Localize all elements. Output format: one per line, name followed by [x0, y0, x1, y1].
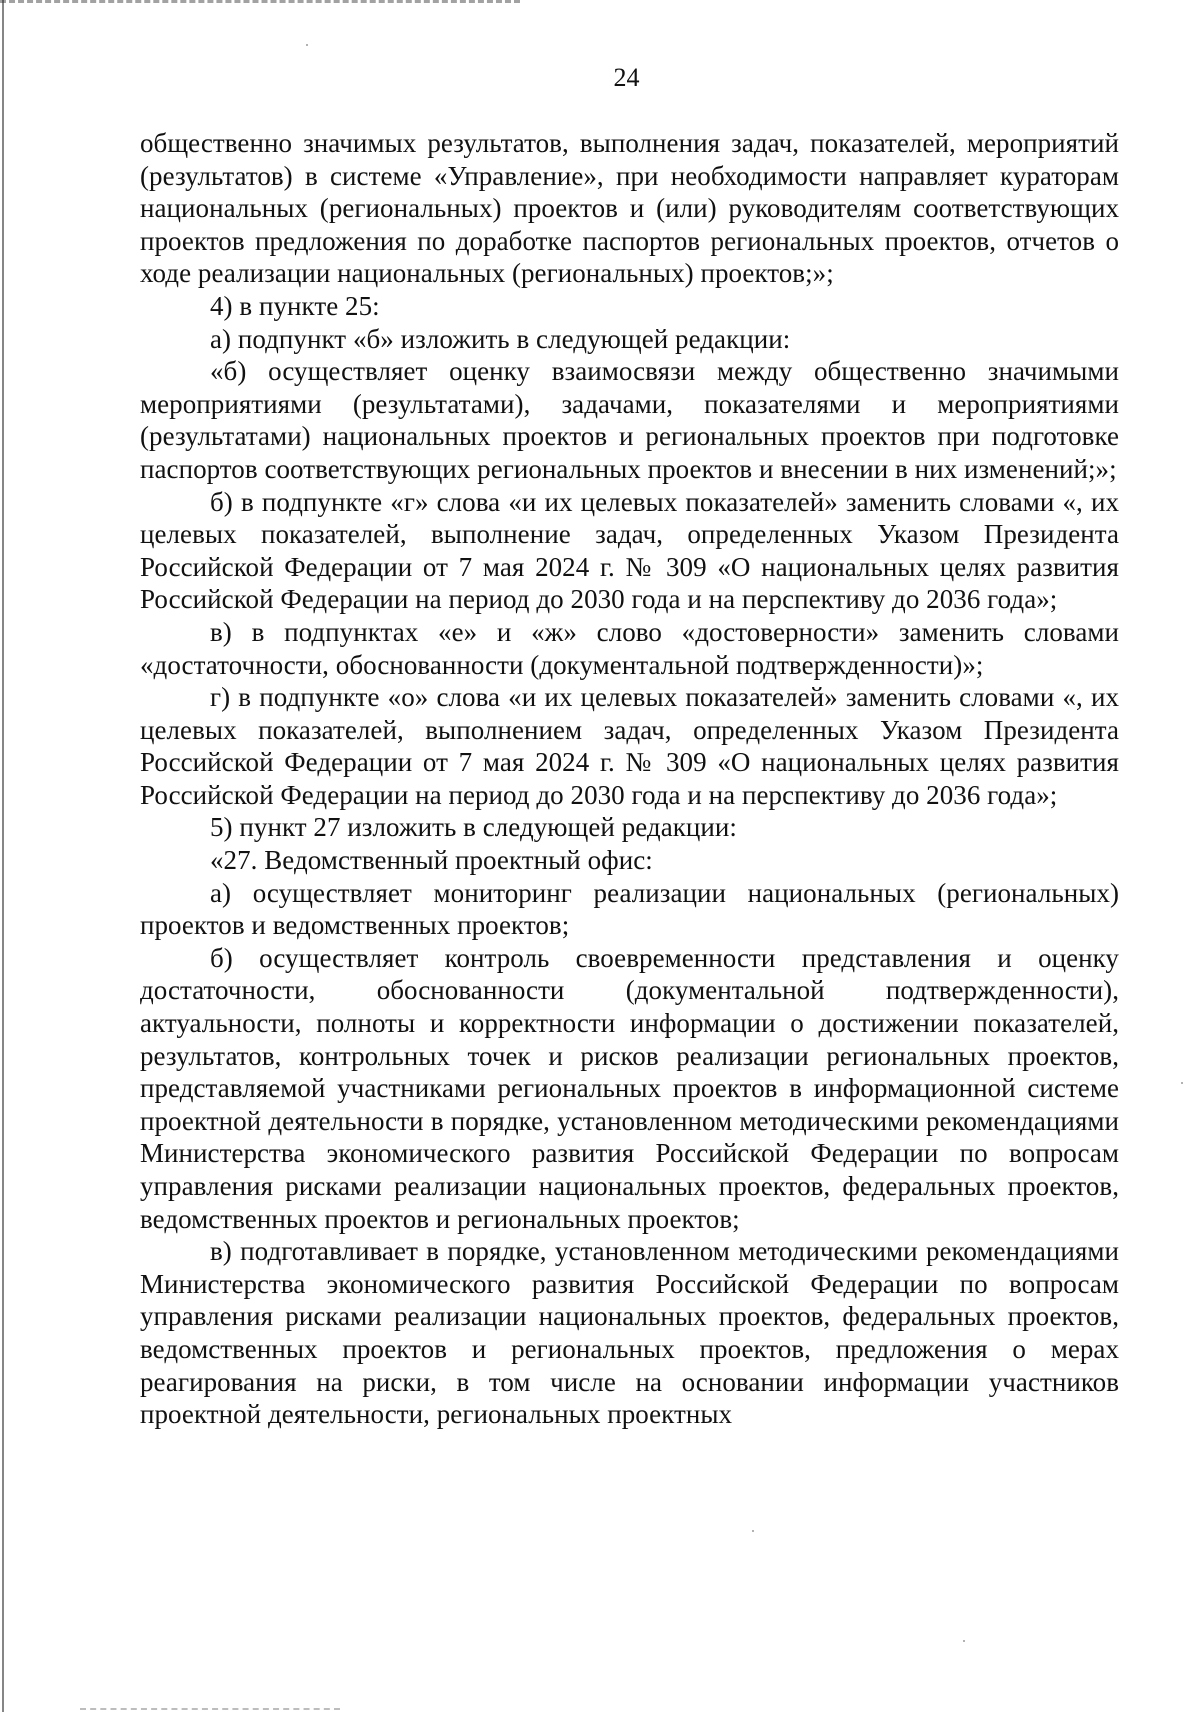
scan-top-edge	[0, 0, 520, 6]
paragraph-point-27: «27. Ведомственный проектный офис:	[210, 845, 653, 876]
paragraph-subitem-b: б) в подпункте «г» слова «и их целевых показателей» заменить словами «, их целевых показателей, выполнение задач, определенных Указом Президента Российской Федерации от 7 мая 2024 г. № 309 «О национальных целях развития Российской Федерации на период до 2030 года и на перспективу до 2036 года»;	[140, 486, 1119, 615]
scan-bottom-edge	[80, 1708, 340, 1712]
document-body	[140, 127, 1119, 1431]
scan-speck	[306, 44, 308, 46]
scan-speck	[1181, 1082, 1183, 1084]
paragraph-point-27-b: б) осуществляет контроль своевременности представления и оценку достаточности, обоснованности (документальной подтвержденности), актуальности, полноты и корректности информации о достижении показателей, результатов, контрольных точек и рисков реализации региональных проектов, представляемой участниками региональных проектов в информационной системе проектной деятельности в порядке, установленном методическими рекомендациями Министерства экономического развития Российской Федерации по вопросам управления рисками реализации национальных проектов, федеральных проектов, ведомственных проектов и региональных проектов;	[140, 942, 1119, 1234]
paragraph-continuation: общественно значимых результатов, выполнения задач, показателей, мероприятий (результатов) в системе «Управление», при необходимости направляет кураторам национальных (региональных) проектов и (или) руководителям соответствующих проектов предложения по доработке паспортов региональных проектов, отчетов о ходе реализации национальных (региональных) проектов;»;	[140, 128, 1119, 289]
scan-speck	[752, 1530, 754, 1532]
paragraph-point-27-a: а) осуществляет мониторинг реализации национальных (региональных) проектов и ведомственных проектов;	[140, 877, 1119, 941]
paragraph-quoted-b: «б) осуществляет оценку взаимосвязи между общественно значимыми мероприятиями (результатами), задачами, показателями и мероприятиями (результатами) национальных проектов и региональных проектов при подготовке паспортов соответствующих региональных проектов и внесении в них изменений;»;	[140, 356, 1119, 484]
page-number: 24	[613, 63, 640, 92]
paragraph-point-27-v: в) подготавливает в порядке, установленном методическими рекомендациями Министерства экономического развития Российской Федерации по вопросам управления рисками реализации национальных проектов, федеральных проектов, ведомственных проектов и региональных проектов, предложения о мерах реагирования на риски, в том числе на основании информации участников проектной деятельности, региональных проектных	[140, 1236, 1119, 1430]
paragraph-subitem-v: в) в подпунктах «е» и «ж» слово «достоверности» заменить словами «достаточности, обоснованности (документальной подтвержденности)»;	[140, 616, 1119, 680]
paragraph-subitem-g: г) в подпункте «о» слова «и их целевых показателей» заменить словами «, их целевых показателей, выполнением задач, определенных Указом Президента Российской Федерации от 7 мая 2024 г. № 309 «О национальных целях развития Российской Федерации на период до 2030 года и на перспективу до 2036 года»;	[140, 682, 1119, 810]
paragraph-item-5: 5) пункт 27 изложить в следующей редакции:	[210, 812, 737, 843]
paragraph-subitem-a: а) подпункт «б» изложить в следующей редакции:	[210, 323, 791, 354]
scan-speck	[963, 1640, 965, 1642]
paragraph-item-4: 4) в пункте 25:	[210, 290, 380, 321]
scan-left-edge	[2, 0, 4, 1712]
